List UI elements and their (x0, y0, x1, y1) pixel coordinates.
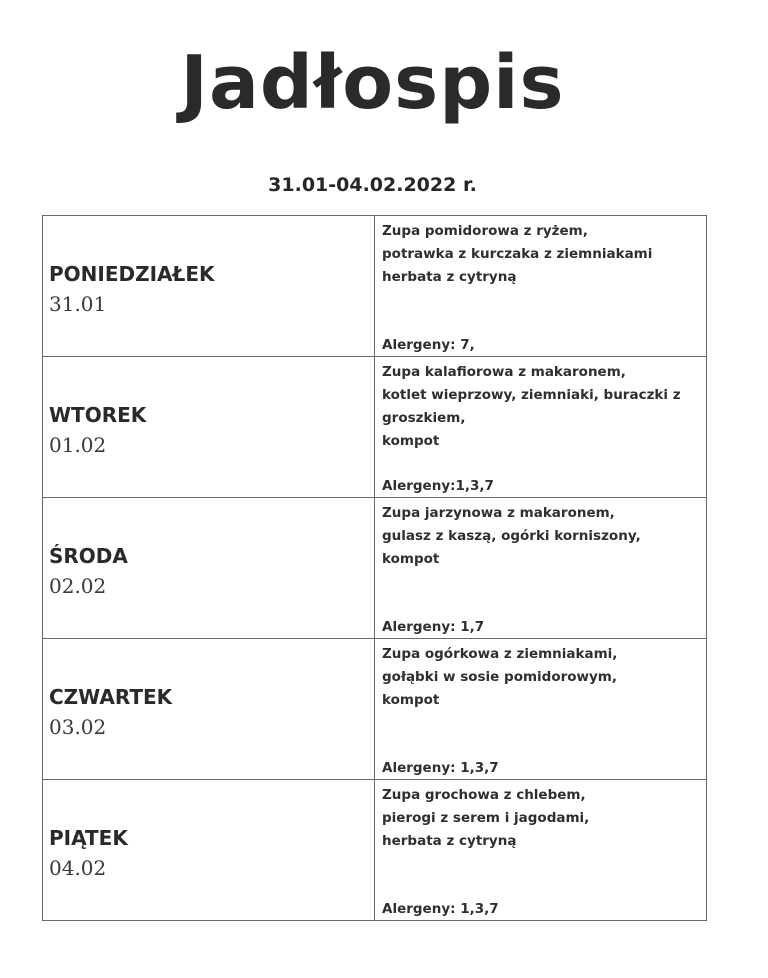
meal-line: kompot (382, 692, 440, 708)
day-name: PONIEDZIAŁEK (49, 262, 215, 286)
day-date: 31.01 (49, 292, 107, 316)
allergens-label: Alergeny:1,3,7 (382, 478, 494, 494)
meal-line: pierogi z serem i jagodami, (382, 810, 590, 826)
meal-cell (375, 780, 707, 920)
day-cell (43, 639, 375, 779)
meal-line: herbata z cytryną (382, 269, 517, 285)
day-name: ŚRODA (49, 544, 128, 568)
allergens-label: Alergeny: 1,3,7 (382, 760, 499, 776)
page-title: Jadłospis (180, 40, 565, 126)
meal-cell (375, 357, 707, 497)
day-cell (43, 780, 375, 920)
meal-line: Zupa jarzynowa z makaronem, (382, 505, 615, 521)
allergens-label: Alergeny: 1,7 (382, 619, 485, 635)
menu-row-friday (43, 780, 707, 921)
day-cell (43, 498, 375, 638)
meal-line: gołąbki w sosie pomidorowym, (382, 669, 617, 685)
meal-line: gulasz z kaszą, ogórki korniszony, (382, 528, 641, 544)
day-name: WTOREK (49, 403, 147, 427)
meal-line: herbata z cytryną (382, 833, 517, 849)
meal-line: groszkiem, (382, 410, 466, 426)
allergens-label: Alergeny: 7, (382, 337, 475, 353)
menu-row-tuesday (43, 357, 707, 498)
day-cell (43, 357, 375, 497)
meal-line: Zupa kalafiorowa z makaronem, (382, 364, 626, 380)
menu-row-wednesday (43, 498, 707, 639)
meal-cell (375, 498, 707, 638)
meal-line: kotlet wieprzowy, ziemniaki, buraczki z (382, 387, 681, 403)
meal-cell (375, 216, 707, 356)
day-date: 04.02 (49, 856, 107, 880)
day-date: 03.02 (49, 715, 107, 739)
menu-row-thursday (43, 639, 707, 780)
day-name: CZWARTEK (49, 685, 173, 709)
allergens-label: Alergeny: 1,3,7 (382, 901, 499, 917)
day-name: PIĄTEK (49, 826, 128, 850)
day-date: 01.02 (49, 433, 107, 457)
day-cell (43, 216, 375, 356)
day-date: 02.02 (49, 574, 107, 598)
meal-line: kompot (382, 433, 440, 449)
menu-table (42, 215, 707, 921)
meal-cell (375, 639, 707, 779)
meal-line: Zupa pomidorowa z ryżem, (382, 223, 588, 239)
menu-row-monday (43, 216, 707, 357)
date-range: 31.01-04.02.2022 r. (268, 174, 477, 196)
meal-line: Zupa ogórkowa z ziemniakami, (382, 646, 618, 662)
meal-line: Zupa grochowa z chlebem, (382, 787, 586, 803)
meal-line: kompot (382, 551, 440, 567)
meal-line: potrawka z kurczaka z ziemniakami (382, 246, 653, 262)
